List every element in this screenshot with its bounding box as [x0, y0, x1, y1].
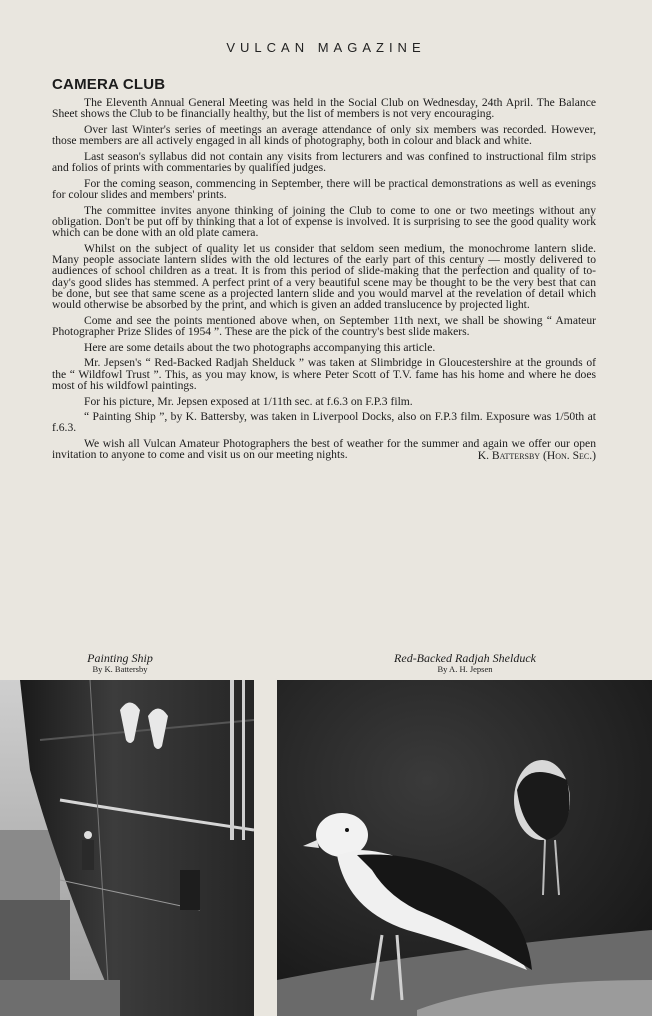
photo-caption-shelduck	[345, 652, 585, 674]
photo-caption-painting-ship	[40, 652, 200, 674]
paragraph: The Eleventh Annual General Meeting was held in the Social Club on Wednesday, 24th April. The Balance Sheet shows the Club to be financially healthy, but the list of members is not very encouraging.	[52, 96, 596, 121]
paragraph: Whilst on the subject of quality let us consider that seldom seen medium, the monochrome lantern slide. Many people associate lantern slides with the old lectures of the early part of this century — mostly delivered to audiences of school children as a treat. It is from this period of slide-making that the perfection and quality of to-day's good slides has stemmed. A perfect print of a very beautiful scene may be thought to be the very best that can be done, but see that same scene as a projected lantern slide and you would marvel at the revelation of detail which would otherwise be absorbed by the print, and which is given an added translucence by projected light.	[52, 241, 596, 312]
article-title: CAMERA CLUB	[52, 76, 166, 93]
paragraph: For the coming season, commencing in September, there will be practical demonstrations as well as evenings for colour slides and members' prints.	[52, 176, 596, 201]
caption-credit: By A. H. Jepsen	[437, 664, 493, 674]
paragraph: Mr. Jepsen's “ Red-Backed Radjah Shelduck ” was taken at Slimbridge in Gloucestershire at the grounds of the “ Wildfowl Trust ”. This, as you may know, is where Peter Scott of T.V. fame has his home and where he does most of his wildfowl paintings.	[52, 356, 596, 392]
running-head: VULCAN MAGAZINE	[226, 40, 426, 55]
article-body	[52, 97, 596, 461]
paragraph: For his picture, Mr. Jepsen exposed at 1/11th sec. at f.6.3 on F.P.3 film.	[84, 394, 413, 408]
signature: K. Battersby (Hon. Sec.)	[477, 448, 596, 462]
caption-credit: By K. Battersby	[92, 664, 148, 674]
caption-title: Red-Backed Radjah Shelduck	[394, 651, 536, 665]
paragraph: “ Painting Ship ”, by K. Battersby, was taken in Liverpool Docks, also on F.P.3 film. Exposure was 1/50th at f.6.3.	[52, 410, 596, 435]
painting-ship-photo	[0, 680, 254, 1016]
caption-title: Painting Ship	[87, 651, 153, 665]
paragraph: Last season's syllabus did not contain any visits from lecturers and was confined to instructional film strips and folios of prints with commentaries by qualified judges.	[52, 149, 596, 175]
shelduck-photo-icon	[277, 680, 652, 1016]
ship-hull-photo-icon	[0, 680, 254, 1016]
paragraph: The committee invites anyone thinking of joining the Club to come to one or two meetings without any obligation. Don't be put off by thinking that a lot of expense is involved. It is surprising to see the good quality work which can be done with an old plate camera.	[52, 203, 596, 240]
paragraph: We wish all Vulcan Amateur Photographers the best of weather for the summer and again we offer our open invitation to anyone to come and visit us on our meeting nights.	[52, 436, 596, 462]
paragraph: Come and see the points mentioned above when, on September 11th next, we shall be showing “ Amateur Photographer Prize Slides of 1954 ”. These are the pick of the country's best slide makers.	[52, 313, 596, 339]
shelduck-photo	[277, 680, 652, 1016]
paragraph: Over last Winter's series of meetings an average attendance of only six members was recorded. However, those members are all actively engaged in all kinds of photography, both in colour and black and white.	[52, 122, 596, 148]
paragraph: Here are some details about the two photographs accompanying this article.	[84, 340, 436, 354]
